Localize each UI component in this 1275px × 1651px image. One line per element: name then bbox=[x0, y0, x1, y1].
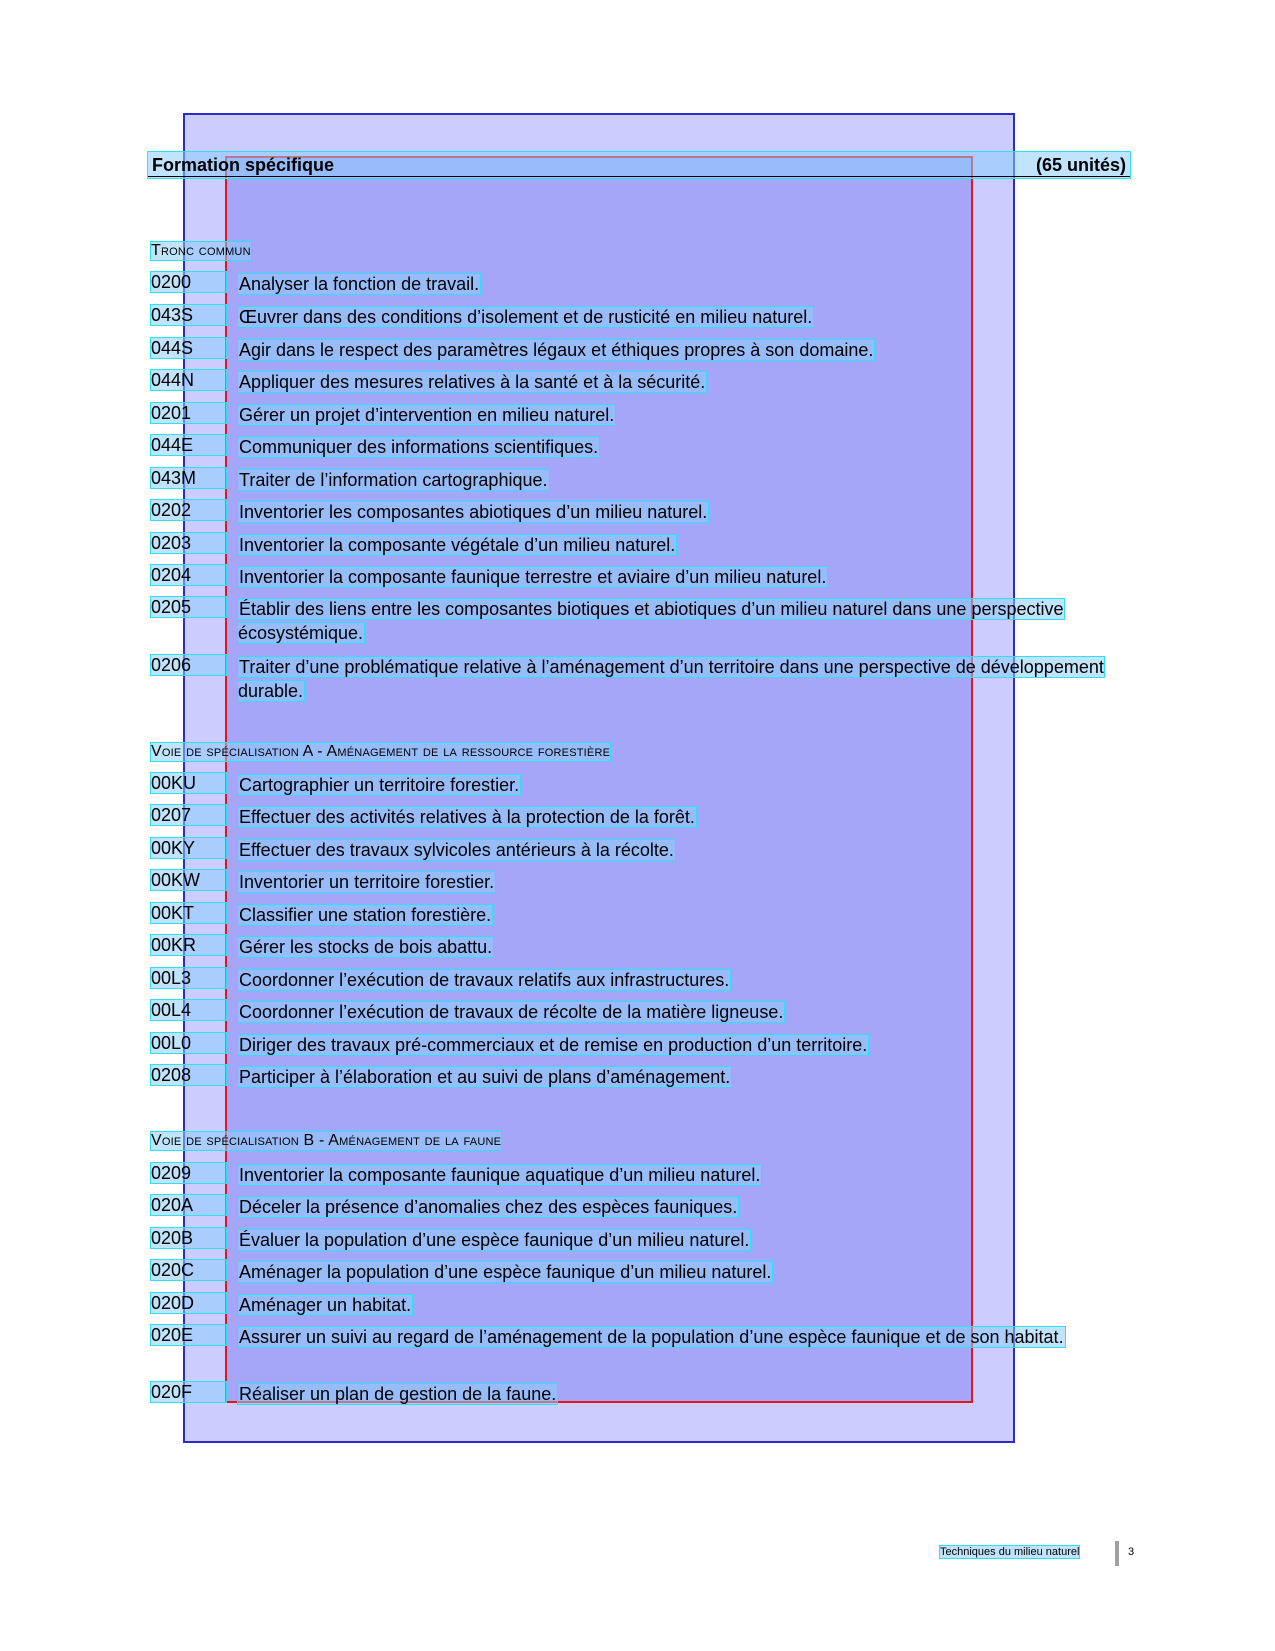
competency-code: 020E bbox=[151, 1325, 226, 1345]
competency-label bbox=[238, 338, 1108, 362]
competency-label bbox=[238, 1195, 1108, 1219]
competency-label-text: Agir dans le respect des paramètres légaux et éthiques propres à son domaine. bbox=[239, 340, 874, 360]
competency-label bbox=[238, 468, 1108, 492]
competency-label-text: Assurer un suivi au regard de l’aménagement de la population d’une espèce faunique et de son habitat. bbox=[239, 1327, 1064, 1347]
competency-code: 044S bbox=[151, 338, 226, 358]
competency-label bbox=[238, 805, 1108, 829]
competency-code: 0207 bbox=[151, 805, 226, 825]
competency-label bbox=[238, 370, 1108, 394]
competency-label bbox=[238, 1293, 1108, 1317]
page-number: 3 bbox=[1128, 1546, 1135, 1558]
competency-code: 0206 bbox=[151, 655, 226, 675]
units-count: (65 unités) bbox=[1035, 155, 1126, 175]
competency-code: 00L0 bbox=[151, 1033, 226, 1053]
competency-code: 020A bbox=[151, 1195, 226, 1215]
competency-label-text: Participer à l’élaboration et au suivi de plans d’aménagement. bbox=[239, 1067, 731, 1087]
competency-label bbox=[238, 272, 1108, 296]
competency-label-text: Classifier une station forestière. bbox=[239, 905, 492, 925]
competency-code: 044E bbox=[151, 435, 226, 455]
group-title: Voie de spécialisation B - Aménagement de la faune bbox=[151, 1132, 502, 1149]
competency-label-text: Œuvrer dans des conditions d’isolement et de rusticité en milieu naturel. bbox=[239, 307, 813, 327]
competency-label-text: Communiquer des informations scientifiques. bbox=[239, 437, 599, 457]
competency-label bbox=[238, 1228, 1108, 1252]
competency-label bbox=[238, 870, 1108, 894]
competency-code: 020C bbox=[151, 1260, 226, 1280]
competency-code: 043M bbox=[151, 468, 226, 488]
competency-code: 020F bbox=[151, 1382, 226, 1402]
competency-label bbox=[238, 935, 1108, 959]
competency-label-text: Coordonner l’exécution de travaux de récolte de la matière ligneuse. bbox=[239, 1002, 784, 1022]
competency-code: 0209 bbox=[151, 1163, 226, 1183]
competency-label bbox=[238, 838, 1108, 862]
competency-code: 00KU bbox=[151, 773, 226, 793]
competency-code: 0205 bbox=[151, 597, 226, 617]
competency-label-text: Effectuer des travaux sylvicoles antérieurs à la récolte. bbox=[239, 840, 674, 860]
competency-label-text: Traiter d’une problématique relative à l’aménagement d’un territoire dans une perspective de développement durable. bbox=[238, 657, 1104, 701]
competency-label bbox=[238, 773, 1108, 797]
competency-label bbox=[238, 435, 1108, 459]
competency-label-text: Aménager un habitat. bbox=[239, 1295, 412, 1315]
footer-program: Techniques du milieu naturel bbox=[940, 1546, 1080, 1558]
competency-label-text: Inventorier la composante faunique terrestre et aviaire d’un milieu naturel. bbox=[239, 567, 827, 587]
competency-label-text: Effectuer des activités relatives à la protection de la forêt. bbox=[239, 807, 695, 827]
competency-label bbox=[238, 655, 1108, 703]
competency-label bbox=[238, 305, 1108, 329]
competency-label bbox=[238, 1260, 1108, 1284]
competency-code: 00KR bbox=[151, 935, 226, 955]
group-title: Voie de spécialisation A - Aménagement de la ressource forestière bbox=[151, 743, 611, 760]
competency-label-text: Inventorier la composante faunique aquatique d’un milieu naturel. bbox=[239, 1165, 761, 1185]
competency-code: 020B bbox=[151, 1228, 226, 1248]
competency-label bbox=[238, 597, 1108, 645]
competency-code: 00L3 bbox=[151, 968, 226, 988]
competency-code: 0202 bbox=[151, 500, 226, 520]
competency-label bbox=[238, 403, 1108, 427]
competency-label-text: Gérer les stocks de bois abattu. bbox=[239, 937, 493, 957]
competency-label bbox=[238, 1382, 1108, 1406]
competency-code: 043S bbox=[151, 305, 226, 325]
competency-label-text: Établir des liens entre les composantes biotiques et abiotiques d’un milieu naturel dans une perspective écosystémique. bbox=[238, 599, 1064, 643]
competency-label-text: Gérer un projet d’intervention en milieu naturel. bbox=[239, 405, 615, 425]
section-heading bbox=[148, 152, 1130, 178]
section-title: Formation spécifique bbox=[152, 155, 335, 175]
competency-label-text: Déceler la présence d’anomalies chez des espèces fauniques. bbox=[239, 1197, 738, 1217]
competency-label bbox=[238, 968, 1108, 992]
heading-rule bbox=[148, 176, 1130, 177]
competency-label bbox=[238, 1325, 1108, 1349]
footer-bar bbox=[1115, 1541, 1119, 1566]
competency-code: 0201 bbox=[151, 403, 226, 423]
competency-label-text: Appliquer des mesures relatives à la santé et à la sécurité. bbox=[239, 372, 706, 392]
competency-label-text: Réaliser un plan de gestion de la faune. bbox=[239, 1384, 557, 1404]
competency-code: 00KT bbox=[151, 903, 226, 923]
competency-label-text: Coordonner l’exécution de travaux relatifs aux infrastructures. bbox=[239, 970, 730, 990]
competency-label bbox=[238, 500, 1108, 524]
competency-label bbox=[238, 533, 1108, 557]
competency-code: 00L4 bbox=[151, 1000, 226, 1020]
competency-label-text: Cartographier un territoire forestier. bbox=[239, 775, 520, 795]
competency-label-text: Aménager la population d’une espèce faunique d’un milieu naturel. bbox=[239, 1262, 772, 1282]
competency-label bbox=[238, 1065, 1108, 1089]
group-title: Tronc commun bbox=[151, 242, 251, 259]
competency-label-text: Traiter de l’information cartographique. bbox=[239, 470, 548, 490]
competency-code: 044N bbox=[151, 370, 226, 390]
competency-label bbox=[238, 903, 1108, 927]
competency-code: 0200 bbox=[151, 272, 226, 292]
competency-code: 020D bbox=[151, 1293, 226, 1313]
competency-label-text: Inventorier un territoire forestier. bbox=[239, 872, 495, 892]
competency-label-text: Inventorier les composantes abiotiques d’un milieu naturel. bbox=[239, 502, 708, 522]
competency-code: 0204 bbox=[151, 565, 226, 585]
competency-label-text: Diriger des travaux pré-commerciaux et de remise en production d’un territoire. bbox=[239, 1035, 868, 1055]
competency-label bbox=[238, 1163, 1108, 1187]
competency-label bbox=[238, 565, 1108, 589]
competency-label bbox=[238, 1033, 1108, 1057]
competency-code: 0203 bbox=[151, 533, 226, 553]
competency-code: 0208 bbox=[151, 1065, 226, 1085]
competency-code: 00KY bbox=[151, 838, 226, 858]
competency-code: 00KW bbox=[151, 870, 226, 890]
competency-label bbox=[238, 1000, 1108, 1024]
competency-label-text: Évaluer la population d’une espèce faunique d’un milieu naturel. bbox=[239, 1230, 750, 1250]
competency-label-text: Analyser la fonction de travail. bbox=[239, 274, 480, 294]
competency-label-text: Inventorier la composante végétale d’un milieu naturel. bbox=[239, 535, 676, 555]
